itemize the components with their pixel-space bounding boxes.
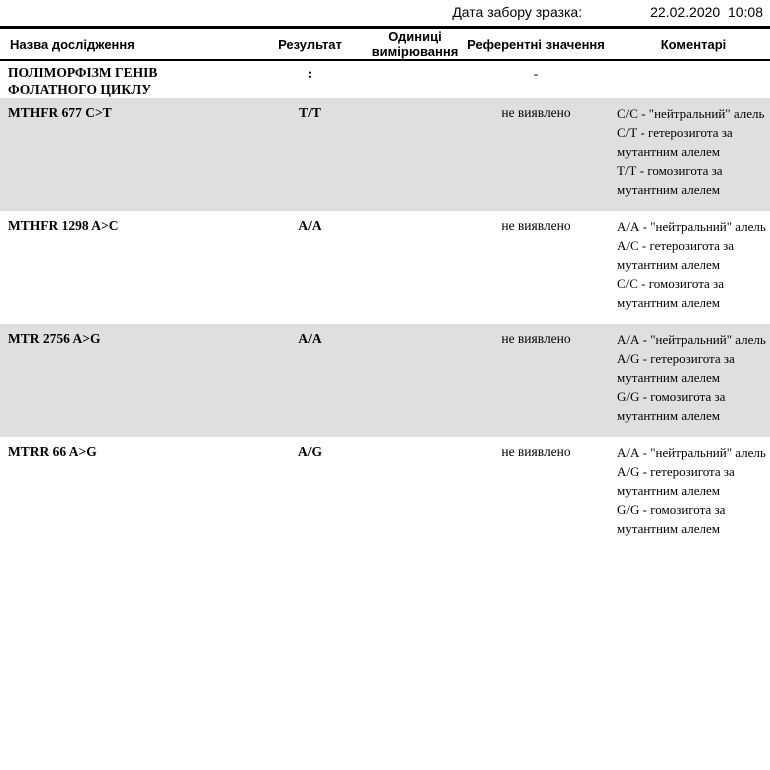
column-header-reference: Референтні значення [467,36,605,52]
comment-line: мутантним алелем [617,408,720,423]
column-header-comments: Коментарі [660,36,727,52]
sample-date-label: Дата забору зразка: [452,4,583,20]
test-result: : [307,66,313,81]
test-units [368,98,462,105]
table-row [0,211,770,324]
comment-line: G/G - гомозигота за [617,502,726,517]
test-units [368,61,462,68]
comment-line: А/А - "нейтральний" алель [617,445,766,460]
test-name [0,211,252,234]
table-row [0,61,770,98]
comment-line: Т/Т - гомозигота за [617,163,723,178]
test-name-line: MTHFR 1298 A>C [8,218,119,233]
comment-line: мутантним алелем [617,483,720,498]
test-result: Т/Т [299,105,321,120]
comment-line: С/С - "нейтральний" алель [617,106,765,121]
test-name-line: MTRR 66 A>G [8,444,97,459]
comment-line: мутантним алелем [617,295,720,310]
comment-line: мутантним алелем [617,257,720,272]
reference-value: не виявлено [501,218,571,233]
test-comment [617,61,770,79]
comment-line: мутантним алелем [617,144,720,159]
reference-value: не виявлено [501,331,571,346]
test-result: А/А [298,218,322,233]
test-name-line: ФОЛАТНОГО ЦИКЛУ [8,81,152,97]
comment-line: G/G - гомозигота за [617,389,726,404]
test-result: А/G [297,444,322,459]
reference-value: не виявлено [501,105,571,120]
test-name-line: MTR 2756 A>G [8,331,101,346]
column-header-test-name: Назва дослідження [10,36,135,52]
table-row [0,98,770,211]
comment-line: А/А - "нейтральний" алель [617,332,766,347]
test-units [368,324,462,331]
table-header-row [0,29,770,59]
table-row [0,324,770,437]
test-name [0,98,252,121]
reference-value: - [533,66,539,81]
comment-line: мутантним алелем [617,521,720,536]
comment-line: А/G - гетерозигота за [617,351,735,366]
sample-date-bar [0,0,770,23]
test-name [0,437,252,460]
table-row [0,437,770,550]
test-comment [617,211,770,324]
comment-line: С/С - гомозигота за [617,276,724,291]
comment-line: А/С - гетерозигота за [617,238,735,253]
test-comment [617,98,770,211]
comment-line: С/Т - гетерозигота за [617,125,733,140]
column-header-units: Одиниці вимірювання [371,29,459,59]
column-header-result: Результат [278,36,342,52]
test-name [0,61,252,98]
test-comment [617,324,770,437]
comment-line: мутантним алелем [617,370,720,385]
test-comment [617,437,770,550]
test-result: А/А [298,331,322,346]
test-units [368,211,462,218]
test-name-line: MTHFR 677 C>T [8,105,112,120]
comment-line: А/G - гетерозигота за [617,464,735,479]
reference-value: не виявлено [501,444,571,459]
test-name-line: ПОЛІМОРФІЗМ ГЕНІВ [8,65,158,80]
results-table [0,61,770,550]
comment-line: А/А - "нейтральний" алель [617,219,766,234]
test-units [368,437,462,444]
comment-line: мутантним алелем [617,182,720,197]
sample-date-value: 22.02.2020 10:08 [650,4,763,20]
test-name [0,324,252,347]
